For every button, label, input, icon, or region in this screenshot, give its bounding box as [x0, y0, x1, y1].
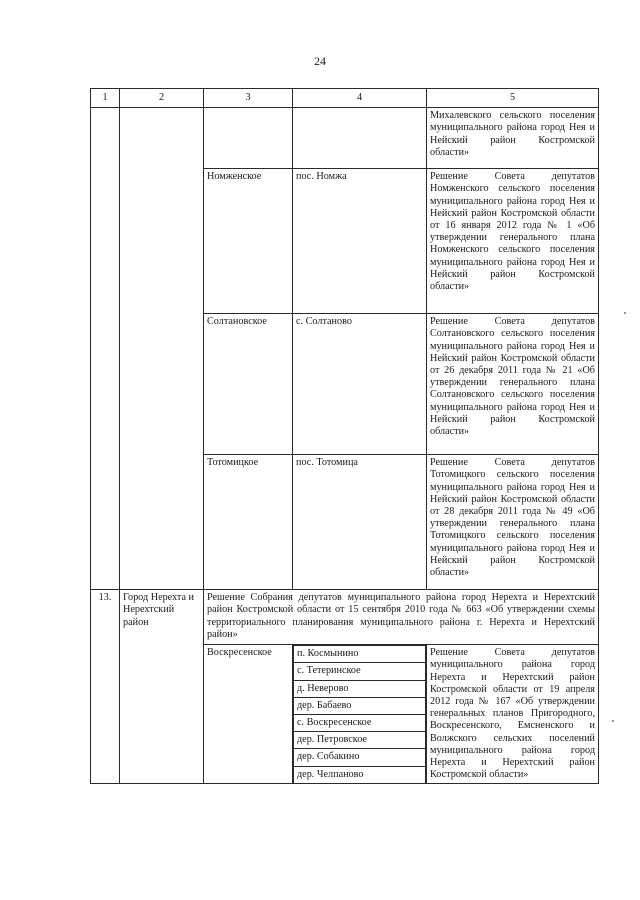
list-item: дер. Челпаново	[294, 766, 426, 783]
table-row	[91, 108, 599, 169]
list-item: дер. Петровское	[294, 732, 426, 749]
row-number: 13.	[91, 590, 120, 784]
decision-cell: Решение Совета депутатов Тотомицкого сельского поселения муниципального района город Нея и Нейский район Костромской области от 28 декабря 2011 года № 49 «Об утверждении генерального плана Тотомицкого сельского поселения муниципального района город Нея и Нейский район Костромской области»	[427, 455, 599, 590]
locality-cell: пос. Тотомица	[293, 455, 427, 590]
header-cell-3: 3	[204, 89, 293, 108]
scan-speck	[624, 312, 626, 314]
settlement-cell: Тотомицкое	[204, 455, 293, 590]
list-item: с. Воскресенское	[294, 715, 426, 732]
locality-list-cell	[293, 645, 427, 784]
settlement-cell: Воскресенское	[204, 645, 293, 784]
decision-cell: Решение Совета депутатов муниципального района город Нерехта и Нерехтский район Костромской области от 19 апреля 2012 года № 167 «Об утверждении генеральных планов Пригородного, Воскресенского, Емсненского и Волжского сельских поселений муниципального района город Нерехта и Нерехтский район Костромской области»	[427, 645, 599, 784]
decision-cell: Михалевского сельского поселения муниципального района город Нея и Нейский район Костромской области»	[427, 108, 599, 169]
district-cell-empty	[120, 108, 204, 590]
header-cell-5: 5	[427, 89, 599, 108]
header-row	[91, 89, 599, 108]
locality-cell-empty	[293, 108, 427, 169]
settlement-cell-empty	[204, 108, 293, 169]
district-cell: Город Нерехта и Нерехтский район	[120, 590, 204, 784]
locality-cell: с. Солтаново	[293, 314, 427, 455]
list-item: п. Космынино	[294, 646, 426, 663]
list-item: дер. Собакино	[294, 749, 426, 766]
header-cell-1: 1	[91, 89, 120, 108]
district-decision-cell: Решение Собрания депутатов муниципального района город Нерехта и Нерехтский район Костромской области от 15 сентября 2010 года № 663 «Об утверждении схемы территориального планирования муниципального района г. Нерехта и Нерехтский район»	[204, 590, 599, 645]
scan-speck	[612, 720, 614, 722]
settlement-cell: Номженское	[204, 169, 293, 314]
header-cell-2: 2	[120, 89, 204, 108]
locality-list	[293, 645, 426, 783]
num-cell-empty	[91, 108, 120, 590]
decision-cell: Решение Совета депутатов Номженского сельского поселения муниципального района город Нея и Нейский район Костромской области от 16 января 2012 года № 1 «Об утверждении генерального плана Номженского сельского поселения муниципального района город Нея и Нейский район Костромской области»	[427, 169, 599, 314]
list-item: с. Тетеринское	[294, 663, 426, 680]
page-number: 24	[314, 54, 326, 68]
header-cell-4: 4	[293, 89, 427, 108]
list-item: дер. Бабаево	[294, 697, 426, 714]
list-item: д. Неверово	[294, 680, 426, 697]
locality-cell: пос. Номжа	[293, 169, 427, 314]
decision-cell: Решение Совета депутатов Солтановского сельского поселения муниципального района город Нея и Нейский район Костромской области от 26 декабря 2011 года № 21 «Об утверждении генерального плана Солтановского сельского поселения муниципального района город Нея и Нейский район Костромской области»	[427, 314, 599, 455]
table-row	[91, 590, 599, 645]
plan-table	[90, 88, 599, 784]
settlement-cell: Солтановское	[204, 314, 293, 455]
